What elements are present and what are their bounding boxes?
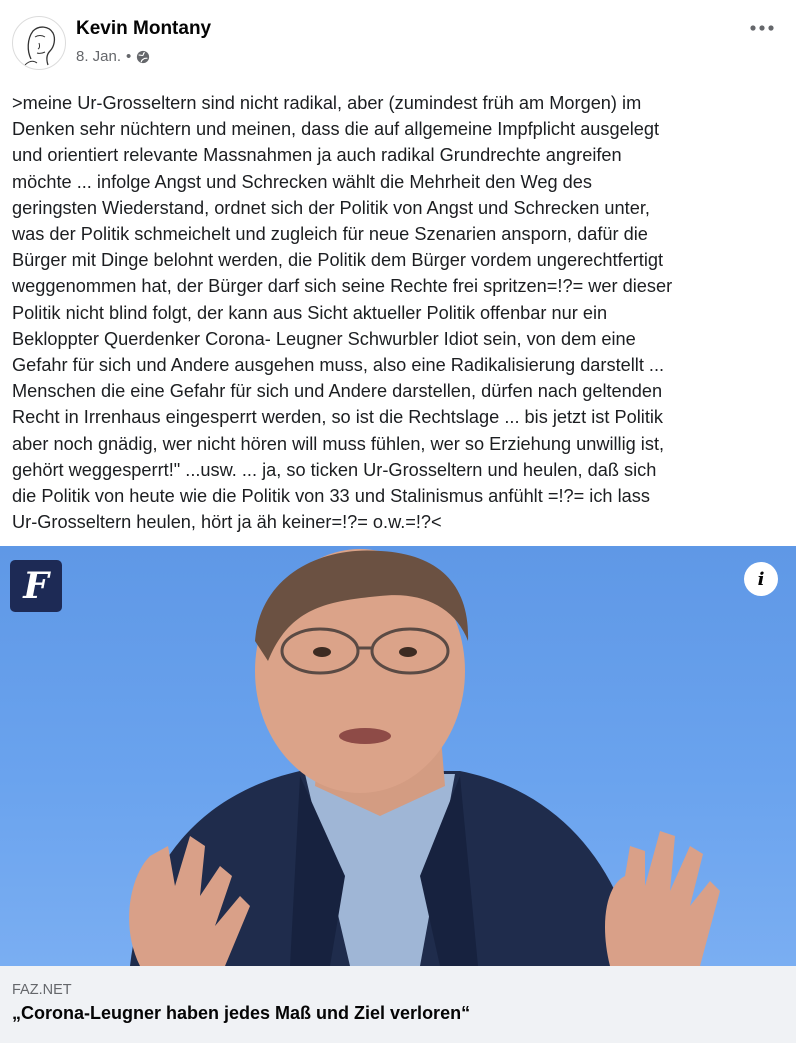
man-portrait-image <box>0 546 796 966</box>
link-headline[interactable]: „Corona-Leugner haben jedes Maß und Ziel verloren“ <box>12 1003 471 1023</box>
post-text: >meine Ur-Grosseltern sind nicht radikal, aber (zumindest früh am Morgen) im Denken sehr nüchtern und meinen, dass die auf allgemeine Impfplicht ausgelegt und orientiert relevante Massnahmen ja auch radikal Grundrechte angreifen möchte ... infolge Angst und Schrecken wählt die Mehrheit den Weg des geringsten Wiederstand, ordnet sich der Politik von Angst und Schrecken unter, was der Politik schmeichelt und zugleich für neue Szenarien ansporn, dafür die Bürger mit Dinge belohnt werden, die Politik dem Bürger vordem ungerechtfertigt weggenommen hat, der Bürger darf sich seine Rechte frei spritzen=!?= wer dieser Politik nicht blind folgt, der kann aus Sicht aktueller Politik offenbar nur ein Bekloppter Querdenker Corona- Leugner Schwurbler Idiot sein, von dem eine Gefahr für sich und Andere ausgehen muss, also eine Radikalisierung darstellt ... Menschen die eine Gefahr für sich und Andere darstellen, dürfen nach geltenden Recht in Irrenhaus eingesperrt werden, so ist die Rechtslage ... bis jetzt ist Politik aber noch gnädig, wer nicht hören will muss fühlen, wer so Erziehung unwillig ist, gehört weggesperrt!" ...usw. ... ja, so ticken Ur-Grosseltern und heulen, daß sich die Politik von heute wie die Politik von 33 und Stalinismus anfühlt =!?= ich lass Ur-Grosseltern heulen, hört ja äh keiner=!?= o.w.=!?< <box>12 93 673 533</box>
info-button[interactable]: i <box>744 562 778 596</box>
link-preview[interactable] <box>0 546 796 1043</box>
meta-separator: • <box>126 48 132 65</box>
post-header <box>0 0 796 82</box>
more-options-icon[interactable] <box>748 20 776 36</box>
globe-icon[interactable] <box>136 50 150 64</box>
avatar-sketch-icon <box>13 17 65 69</box>
avatar[interactable] <box>12 16 66 70</box>
post-date[interactable]: 8. Jan. <box>76 48 122 65</box>
post-meta <box>76 48 150 65</box>
faz-logo: F <box>10 560 62 612</box>
link-caption[interactable] <box>0 966 796 1043</box>
article-photo[interactable] <box>0 546 796 966</box>
author-name[interactable]: Kevin Montany <box>76 18 212 39</box>
link-domain: FAZ.NET <box>12 982 72 998</box>
